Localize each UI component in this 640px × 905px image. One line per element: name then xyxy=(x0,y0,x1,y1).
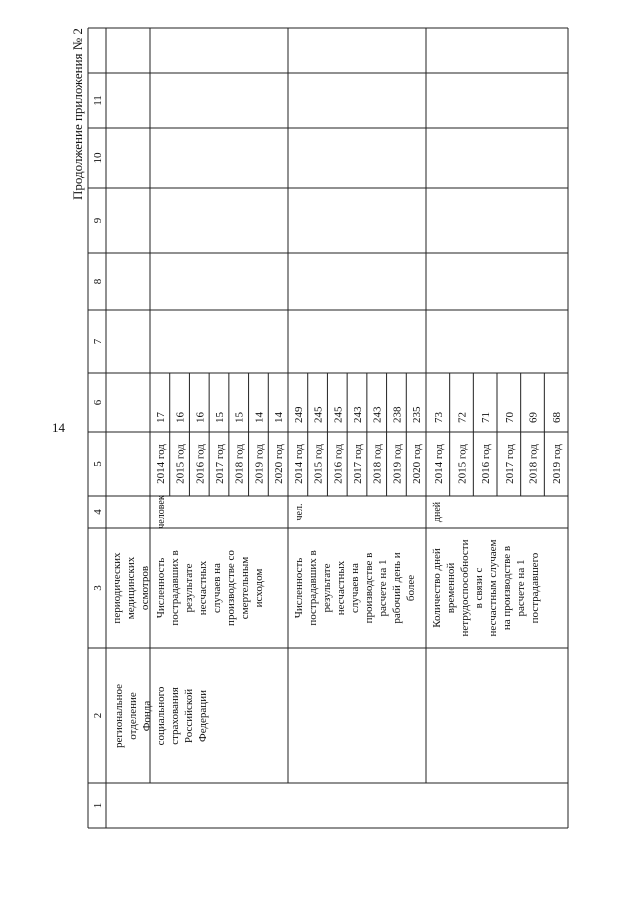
column-number: 10 xyxy=(92,152,104,164)
indicator-text: рабочий день и xyxy=(391,552,403,624)
year-text: 2020 год xyxy=(411,444,424,484)
year-text: 2015 год xyxy=(174,444,187,484)
indicator-text: несчастным случаем xyxy=(487,539,499,637)
table-caption: Продолжение приложения № 2 xyxy=(70,28,85,200)
indicator-text: более xyxy=(405,574,417,602)
column-number: 3 xyxy=(92,585,104,591)
year-text: 2014 год xyxy=(432,444,445,484)
region-text: региональное xyxy=(113,683,125,749)
value-text: 72 xyxy=(456,412,469,423)
unit-text: чел. xyxy=(294,503,305,521)
column-number: 8 xyxy=(92,278,104,285)
unit-text: человек xyxy=(156,495,167,529)
indicator-text: периодических xyxy=(111,552,123,624)
table-body xyxy=(88,28,568,828)
indicator-text: пострадавшего xyxy=(529,552,541,624)
indicator-text: Численность xyxy=(155,557,167,619)
year-text: 2017 год xyxy=(214,444,226,484)
region-text: Фонда xyxy=(141,700,153,732)
indicator-text: Количество дней xyxy=(431,548,443,628)
indicator-text: смертельным xyxy=(239,556,251,620)
region-text: страхования xyxy=(169,687,181,745)
value-text: 243 xyxy=(371,406,384,423)
year-text: 2019 год xyxy=(551,444,564,484)
indicator-text: осмотров xyxy=(139,565,151,611)
indicator-text: на производстве в xyxy=(501,545,513,631)
value-text: 73 xyxy=(432,412,445,423)
year-text: 2017 год xyxy=(503,444,516,484)
indicator-text: Численность xyxy=(293,557,305,619)
column-number: 1 xyxy=(92,802,104,809)
year-text: 2019 год xyxy=(391,444,404,484)
value-text: 14 xyxy=(273,412,286,423)
unit-text: дней xyxy=(432,501,443,523)
value-text: 71 xyxy=(480,412,493,423)
value-text: 70 xyxy=(503,412,516,423)
region-text: отделение xyxy=(127,692,139,740)
year-text: 2019 год xyxy=(253,444,266,484)
region-text: Российской xyxy=(183,688,195,744)
indicator-text: случаев на xyxy=(349,563,361,613)
value-text: 14 xyxy=(253,412,266,423)
year-text: 2015 год xyxy=(456,444,469,484)
column-number: 11 xyxy=(92,95,104,106)
value-text: 243 xyxy=(352,406,364,423)
indicator-text: результате xyxy=(183,563,195,613)
year-text: 2018 год xyxy=(527,444,540,484)
year-text: 2016 год xyxy=(194,444,207,484)
indicator-text: производстве в xyxy=(363,552,375,624)
value-text: 238 xyxy=(391,406,404,423)
value-text: 15 xyxy=(214,412,226,423)
indicator-text: пострадавших в xyxy=(169,550,181,626)
value-text: 235 xyxy=(411,406,424,423)
column-number: 5 xyxy=(92,461,104,467)
indicator-text: нетрудоспособности xyxy=(459,539,471,637)
indicator-text: случаев на xyxy=(211,563,223,613)
value-text: 245 xyxy=(332,406,345,423)
indicator-text: несчастных xyxy=(197,560,209,616)
column-number: 6 xyxy=(92,399,104,406)
value-text: 16 xyxy=(194,412,207,423)
year-text: 2020 год xyxy=(273,444,286,484)
year-text: 2017 год xyxy=(352,444,364,484)
value-text: 68 xyxy=(551,412,564,423)
value-text: 249 xyxy=(292,406,305,423)
indicator-text: расчете на 1 xyxy=(377,559,389,617)
page-number: 14 xyxy=(52,420,65,435)
year-text: 2016 год xyxy=(480,444,493,484)
year-text: 2018 год xyxy=(233,444,246,484)
indicator-text: пострадавших в xyxy=(307,550,319,626)
indicator-text: расчете на 1 xyxy=(515,559,527,617)
region-text: социального xyxy=(155,686,167,746)
indicator-text: производстве со xyxy=(225,550,237,626)
indicator-text: несчастных xyxy=(335,560,347,616)
indicator-text: исходом xyxy=(253,568,265,608)
year-text: 2015 год xyxy=(312,444,325,484)
year-text: 2018 год xyxy=(371,444,384,484)
column-number: 7 xyxy=(92,338,104,345)
indicator-text: медицинских xyxy=(125,556,137,620)
indicator-text: в связи с xyxy=(473,567,485,609)
column-number: 4 xyxy=(92,509,104,515)
value-text: 15 xyxy=(233,412,246,423)
year-text: 2014 год xyxy=(292,444,305,484)
column-number: 2 xyxy=(92,712,104,719)
value-text: 17 xyxy=(154,412,167,423)
indicator-text: результате xyxy=(321,563,333,613)
indicator-text: временной xyxy=(445,562,457,614)
year-text: 2014 год xyxy=(154,444,167,484)
year-text: 2016 год xyxy=(332,444,345,484)
value-text: 245 xyxy=(312,406,325,423)
region-text: Федерации xyxy=(197,690,209,742)
column-number: 9 xyxy=(92,217,104,224)
value-text: 16 xyxy=(174,412,187,423)
value-text: 69 xyxy=(527,412,540,423)
